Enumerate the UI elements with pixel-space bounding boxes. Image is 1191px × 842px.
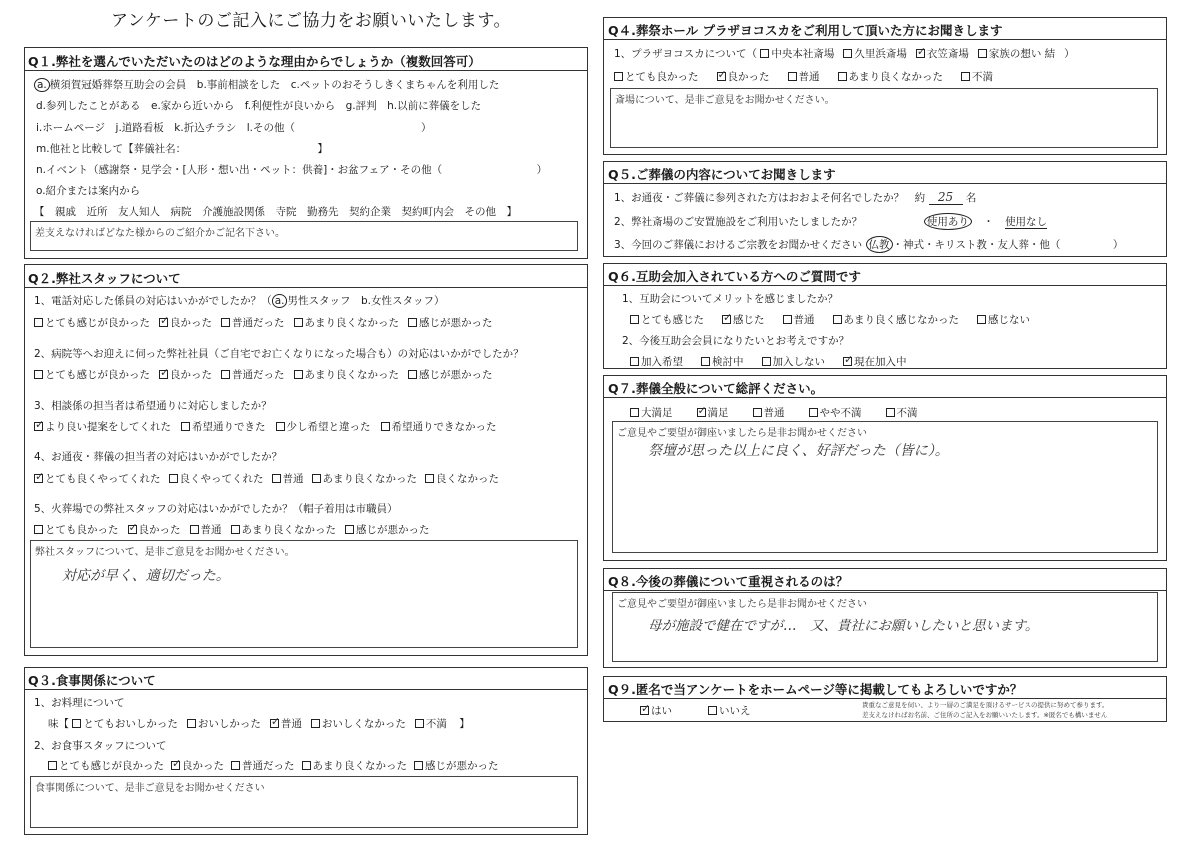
option-label: やや不満 [819,407,862,419]
checkbox[interactable] [381,422,390,431]
q2-s2_opts-option[interactable] [221,367,285,382]
q1-line-4: m.他社と比較して【葬儀社名： 】 [36,143,328,155]
checkbox[interactable] [977,315,986,324]
option-label: より良い提案をしてくれた [45,421,171,433]
q1-reason-a-circled[interactable]: a. [34,78,50,92]
checkbox[interactable] [345,525,354,534]
checkbox[interactable] [294,318,303,327]
checkbox[interactable] [171,761,180,770]
q4-comment-label: 斎場について、是非ご意見をお聞かせください。 [615,95,835,106]
page-title: アンケートのご記入にご協力をお願いいたします。 [110,11,512,31]
q6-s1_opts-option[interactable] [722,312,765,327]
option-label: 不満 [972,71,993,83]
q3-s2_opts-option[interactable] [48,758,164,773]
checkbox[interactable] [788,72,797,81]
checkbox[interactable] [630,315,639,324]
option-label: あまり良くなかった [304,369,399,381]
q4-opts-option[interactable] [961,69,993,84]
checkbox[interactable] [708,706,717,715]
option-label: 衣笠斎場 [926,48,969,60]
q2-s1_opts-option[interactable] [294,315,400,330]
q4-s1-question: 1、プラザヨコスカについて（ [614,48,757,60]
option-label: 加入希望 [641,356,683,368]
q2-s5_opts-option[interactable] [231,522,337,537]
checkbox[interactable] [187,719,196,728]
checkbox[interactable] [34,318,43,327]
option-label: あまり良くなかった [312,760,407,772]
q2-s3_opts-option[interactable] [276,419,371,434]
q3-s2-options [48,758,506,773]
option-label: とても良かった [625,71,699,83]
q6-s1-options [630,312,1048,327]
q1-line-2: d.参列したことがある e.家から近いから f.利便性が良いから g.評判 h.以前に葬儀をした [36,100,482,112]
q3-s2-question: 2、お食事スタッフについて [34,740,167,752]
checkbox[interactable] [312,474,321,483]
checkbox[interactable] [783,315,792,324]
option-label: あまり良くなかった [322,473,417,485]
q4-options [614,69,1011,84]
q2-s1-options [34,315,502,330]
q3-s2_opts-option[interactable] [414,758,499,773]
checkbox[interactable] [630,357,639,366]
q2-s2_opts-option[interactable] [408,367,493,382]
checkbox[interactable] [34,422,43,431]
q2-s5_opts-option[interactable] [345,522,430,537]
q4-opts-option[interactable] [717,69,770,84]
option-label: 良くなかった [436,473,499,485]
q5-heading: Q５.ご葬儀の内容についてお聞きします [608,167,836,182]
checkbox[interactable] [425,474,434,483]
option-label: 良かった [170,369,212,381]
q4-opts-option[interactable] [788,69,820,84]
q1-line-6: o.紹介または案内から [36,185,141,197]
option-label: 検討中 [712,356,744,368]
option-label: 感じた [733,314,765,326]
option-label: 普通だった [232,317,285,329]
q2-s1-male-circled[interactable]: a. [272,294,288,308]
option-label: 良くやってくれた [179,473,264,485]
q6-s2_opts-option[interactable] [762,354,826,369]
checkbox[interactable] [221,318,230,327]
q3-s1-options [72,718,456,730]
q9-opts-option[interactable] [708,703,751,718]
option-label: 良かった [182,760,224,772]
q5-s1-unit: 名 [965,192,977,204]
option-label: 普通だった [242,760,295,772]
q7-opts-option[interactable] [697,405,729,420]
q1-line-3: i.ホームページ j.道路看板 k.折込チラシ l.その他（ ） [36,122,432,134]
q2-s4_opts-option[interactable] [34,471,161,486]
q1-line-7: 【 親戚 近所 友人知人 病院 介護施設関係 寺院 勤務先 契約企業 契約町内会 その他 】 [34,206,517,218]
q5-s1-question: 1、お通夜・ご葬儀に参列された方はおおよそ何名でしたか？ 約 [614,192,926,204]
q1-comment-label: 差支えなければどなた様からのご紹介かご記名下さい。 [35,228,285,239]
q4-heading: Q４.葬祭ホール プラザヨコスカをご利用して頂いた方にお聞きします [608,23,1003,38]
q5-s2-no[interactable]: 使用なし [1005,216,1048,228]
q7-opts-option[interactable] [886,405,918,420]
q2-s2-question: 2、病院等へお迎えに伺った弊社社員（ご自宅でお亡くなりになった場合も）の対応はいかがでしたか？ [34,348,524,360]
checkbox[interactable] [838,72,847,81]
checkbox[interactable] [760,49,769,58]
checkbox[interactable] [128,525,137,534]
checkbox[interactable] [833,315,842,324]
checkbox[interactable] [276,422,285,431]
q2-s4_opts-option[interactable] [272,471,304,486]
q4-halls-option[interactable] [843,46,907,61]
option-label: とても感じが良かった [45,369,150,381]
q1-line-1: 横須賀冠婚葬祭互助会の会員 b.事前相談をした c.ペットのおそうしきくまちゃんを利用した [49,79,500,91]
q9-options [640,703,787,718]
option-label: はい [651,705,672,717]
checkbox[interactable] [408,318,417,327]
q2-s2_opts-option[interactable] [34,367,150,382]
option-label: 普通 [280,718,302,730]
q7-comment-label: ご意見やご要望が御座いましたら是非お聞かせください [617,428,867,439]
q8-heading: Q８.今後の葬儀について重視されるのは？ [608,574,849,589]
q3-s1_opts-option[interactable] [72,716,178,731]
q2-s4-options [34,471,507,486]
q3-s2_opts-option[interactable] [231,758,295,773]
option-label: 希望通りできた [192,421,266,433]
q2-s4_opts-option[interactable] [169,471,264,486]
q2-comment-box[interactable] [30,540,578,648]
q2-s5_opts-option[interactable] [34,522,119,537]
option-label: とても感じが良かった [59,760,164,772]
q6-s1_opts-option[interactable] [630,312,704,327]
q2-s1-question: 1、電話対応した係員の対応はいかがでしたか？（ [34,295,272,307]
checkbox[interactable] [961,72,970,81]
checkbox[interactable] [717,72,726,81]
q4-halls-end: ） [1064,48,1075,60]
q9-heading: Q９.匿名で当アンケートをホームページ等に掲載してもよろしいですか？ [608,682,1023,697]
option-label: あまり良く感じなかった [843,314,959,326]
option-label: 久里浜斎場 [854,48,907,60]
checkbox[interactable] [809,408,818,417]
q2-s5-options [34,522,439,537]
q9-note-2: 差支えなければお名前、ご住所のご記入をお願いいたします。※匿名でも構いません [862,711,1108,719]
checkbox[interactable] [159,370,168,379]
option-label: あまり良くなかった [304,317,399,329]
option-label: 家族の想い 結 [988,48,1056,60]
q2-s1_opts-option[interactable] [159,315,212,330]
q6-s1_opts-option[interactable] [977,312,1030,327]
q5-s3-rest: ・神式・キリスト教・友人葬・他（ ） [892,239,1124,251]
q4-comment-box[interactable] [610,88,1158,148]
checkbox[interactable] [34,370,43,379]
q2-s4_opts-option[interactable] [312,471,418,486]
q9-opts-option[interactable] [640,703,672,718]
q2-heading: Q２.弊社スタッフについて [28,271,181,286]
q8-comment-label: ご意見やご要望が御座いましたら是非お聞かせください [617,599,867,610]
option-label: 現在加入中 [854,356,907,368]
q2-s3_opts-option[interactable] [381,419,497,434]
q9-note-1: 貴重なご意見を伺い、より一層のご満足を頂けるサービスの提供に努めて参ります。 [862,701,1109,709]
option-label: 少し希望と違った [286,421,371,433]
q7-opts-option[interactable] [753,405,785,420]
q2-s2-options [34,367,502,382]
q4-halls-option[interactable] [760,46,834,61]
q3-s1_opts-option[interactable] [311,716,406,731]
q2-s4-question: 4、お通夜・葬儀の担当者の対応はいかがでしたか？ [34,451,283,463]
q7-opts-option[interactable] [809,405,862,420]
option-label: 感じが悪かった [419,317,493,329]
q5-s3-buddhism-circled[interactable]: 仏教 [866,236,893,253]
q2-s3_opts-option[interactable] [34,419,171,434]
q2-comment-label: 弊社スタッフについて、是非ご意見をお聞かせください。 [35,547,295,558]
option-label: おいしかった [197,718,261,730]
checkbox[interactable] [34,474,43,483]
q3-s1_opts-option[interactable] [415,716,447,731]
option-label: 中央本社斎場 [771,48,835,60]
q5-s2-question: 2、弊社斎場のご安置施設をご利用いたしましたか？ [614,216,863,228]
option-label: とてもおいしかった [83,718,178,730]
q3-comment-label: 食事関係について、是非ご意見をお聞かせください [35,783,265,794]
q3-s2_opts-option[interactable] [302,758,408,773]
option-label: 感じが悪かった [419,369,493,381]
q6-s1_opts-option[interactable] [783,312,815,327]
checkbox[interactable] [640,706,649,715]
checkbox[interactable] [978,49,987,58]
option-label: 希望通りできなかった [391,421,497,433]
q6-s1-question: 1、互助会についてメリットを感じましたか？ [622,293,839,305]
q2-s3_opts-option[interactable] [181,419,266,434]
q2-s2_opts-option[interactable] [294,367,400,382]
checkbox[interactable] [190,525,199,534]
option-label: あまり良くなかった [848,71,943,83]
option-label: 感じない [988,314,1030,326]
q2-s4_opts-option[interactable] [425,471,499,486]
q7-heading: Q７.葬儀全般について総評ください。 [608,381,824,396]
option-label: 普通 [282,473,304,485]
checkbox[interactable] [302,761,311,770]
checkbox[interactable] [272,474,281,483]
checkbox[interactable] [843,357,852,366]
checkbox[interactable] [843,49,852,58]
q6-heading: Q６.互助会加入されている方へのご質問です [608,269,861,284]
checkbox[interactable] [701,357,710,366]
q2-s5_opts-option[interactable] [190,522,222,537]
q3-s2_opts-option[interactable] [171,758,224,773]
checkbox[interactable] [916,49,925,58]
option-label: 普通 [793,314,815,326]
q7-options [630,405,942,420]
option-label: 大満足 [641,407,673,419]
checkbox[interactable] [697,408,706,417]
checkbox[interactable] [614,72,623,81]
q2-s5_opts-option[interactable] [128,522,181,537]
q6-s2_opts-option[interactable] [630,354,683,369]
option-label: いいえ [719,705,751,717]
checkbox[interactable] [753,408,762,417]
q5-s1-count[interactable]: 25 [929,190,963,205]
q6-s2_opts-option[interactable] [701,354,744,369]
q3-s1_opts-option[interactable] [270,716,302,731]
checkbox[interactable] [311,719,320,728]
checkbox[interactable] [221,370,230,379]
option-label: 普通 [200,524,222,536]
q4-opts-option[interactable] [614,69,699,84]
q3-taste-end: 】 [459,718,470,730]
checkbox[interactable] [294,370,303,379]
q3-taste-label: 味【 [48,718,69,730]
q1-line-5: n.イベント（感謝祭・見学会・[人形・想い出・ペット：供養]・お盆フェア・その他（ ） [36,164,548,176]
option-label: 不満 [896,407,918,419]
checkbox[interactable] [414,761,423,770]
q2-s5-question: 5、火葬場での弊社スタッフの対応はいかがでしたか？（帽子着用は市職員） [34,503,398,515]
q3-s1_opts-option[interactable] [187,716,261,731]
q7-comment-handwriting: 祭壇が思った以上に良く、好評だった（皆に）。 [648,443,949,459]
option-label: おいしくなかった [321,718,406,730]
checkbox[interactable] [886,408,895,417]
checkbox[interactable] [231,525,240,534]
q7-opts-option[interactable] [630,405,673,420]
option-label: とても良くやってくれた [45,473,161,485]
checkbox[interactable] [48,761,57,770]
q6-s2-question: 2、今後互助会会員になりたいとお考えですか？ [622,335,850,347]
q2-s1_opts-option[interactable] [221,315,285,330]
q6-s2_opts-option[interactable] [843,354,907,369]
q5-s2-sep: ・ [983,216,994,228]
checkbox[interactable] [72,719,81,728]
checkbox[interactable] [231,761,240,770]
option-label: 良かった [170,317,212,329]
q4-hall-options [760,48,1064,60]
checkbox[interactable] [722,315,731,324]
q5-s2-yes-circled[interactable]: 使用あり [924,213,972,230]
q3-heading: Q３.食事関係について [28,673,156,688]
q2-s1_opts-option[interactable] [34,315,150,330]
q4-halls-option[interactable] [916,46,969,61]
option-label: 感じが悪かった [356,524,430,536]
q2-comment-handwriting: 対応が早く、適切だった。 [62,568,230,584]
q8-comment-handwriting: 母が施設で健在ですが… 又、貴社にお願いしたいと思います。 [648,618,1039,634]
q3-s1-question: 1、お料理について [34,697,125,709]
option-label: 普通 [763,407,785,419]
q6-s1_opts-option[interactable] [833,312,960,327]
checkbox[interactable] [34,525,43,534]
q1-comment-box[interactable] [30,221,578,251]
q2-s3-options [34,419,507,434]
q1-heading: Q１.弊社を選んでいただいたのはどのような理由からでしょうか（複数回答可） [28,54,481,69]
option-label: 普通だった [232,369,285,381]
option-label: あまり良くなかった [241,524,336,536]
checkbox[interactable] [762,357,771,366]
option-label: 加入しない [772,356,825,368]
q4-halls-option[interactable] [978,46,1055,61]
option-label: 良かった [727,71,770,83]
checkbox[interactable] [408,370,417,379]
checkbox[interactable] [270,719,279,728]
q2-s2_opts-option[interactable] [159,367,212,382]
checkbox[interactable] [630,408,639,417]
option-label: 感じが悪かった [425,760,499,772]
option-label: 普通 [798,71,820,83]
q5-s3-question: 3、今回のご葬儀におけるご宗教をお聞かせください [614,239,863,251]
q3-comment-box[interactable] [30,776,578,828]
option-label: とても感じが良かった [45,317,150,329]
q4-opts-option[interactable] [838,69,944,84]
option-label: 不満 [425,718,447,730]
q2-s1-staff-rest: 男性スタッフ b.女性スタッフ） [287,295,445,307]
checkbox[interactable] [181,422,190,431]
checkbox[interactable] [415,719,424,728]
checkbox[interactable] [169,474,178,483]
option-label: 良かった [138,524,181,536]
option-label: 満足 [707,407,729,419]
q6-s2-options [630,354,925,369]
option-label: とても良かった [45,524,119,536]
q2-s1_opts-option[interactable] [408,315,493,330]
option-label: とても感じた [641,314,704,326]
checkbox[interactable] [159,318,168,327]
q2-s3-question: 3、相談係の担当者は希望通りに対応しましたか？ [34,400,272,412]
